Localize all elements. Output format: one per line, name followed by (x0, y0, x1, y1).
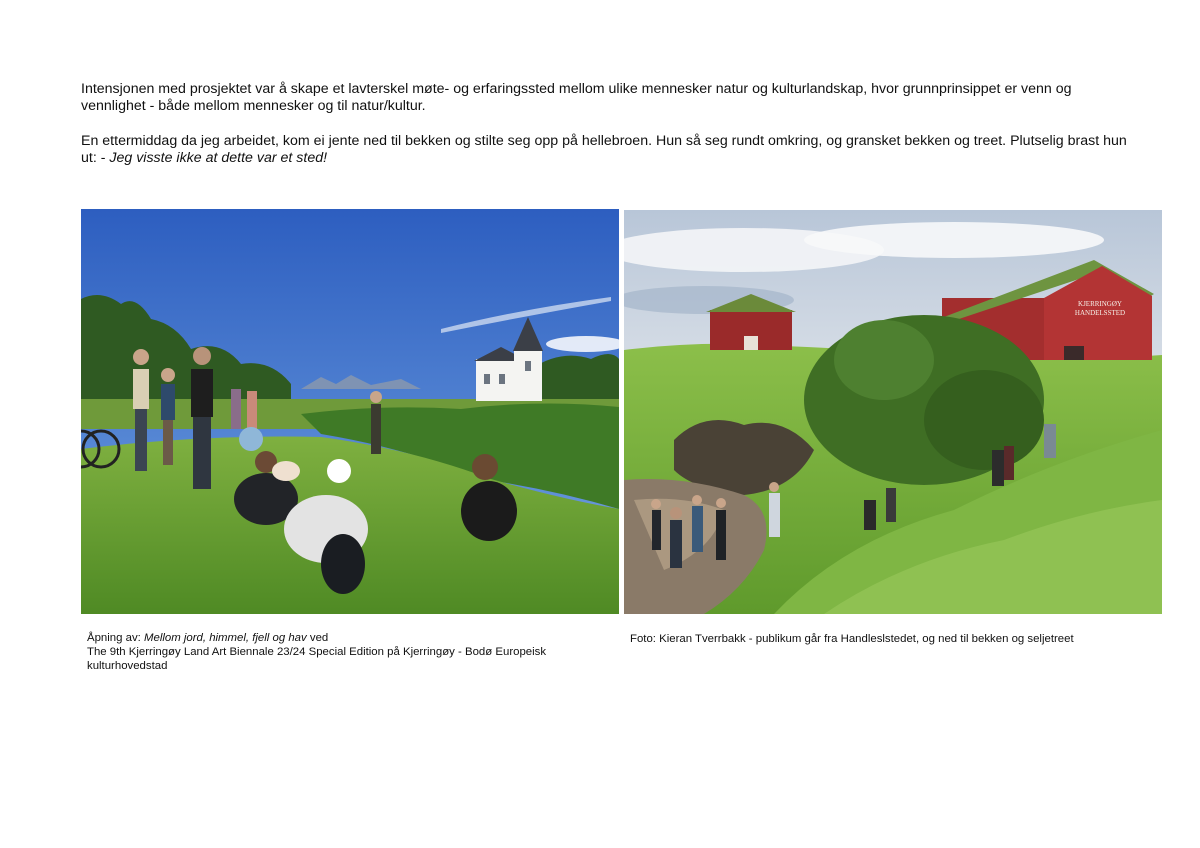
caption-left-line2: The 9th Kjerringøy Land Art Biennale 23/24 Special Edition på Kjerringøy - Bodø Europeisk (87, 646, 547, 658)
anecdote-quote: Jeg visste ikke at dette var et sted! (109, 150, 328, 166)
photo-church-gathering-image (81, 209, 619, 614)
barn-sign-line1: KJERRINGØY (1078, 300, 1122, 308)
intro-text: Intensjonen med prosjektet var å skape et lavterskel møte- og erfaringssted mellom ulike mennesker natur og kulturlandskap, hvor grunnprinsippet er venn og vennlighet - både mellom mennesker og til natur/kultur. (81, 81, 1072, 114)
photo-church-gathering (81, 209, 619, 614)
caption-right-text: Foto: Kieran Tverrbakk - publikum går fra Handleslstedet, og ned til bekken og seljetreet (630, 633, 1074, 645)
caption-left-title: Mellom jord, himmel, fjell og hav (144, 632, 307, 644)
caption-left-line3: kulturhovedstad (87, 660, 168, 672)
barn-sign-line2: HANDELSSTED (1074, 309, 1126, 317)
anecdote-paragraph (81, 133, 1131, 167)
caption-left-suffix: ved (306, 632, 329, 644)
intro-paragraph (81, 81, 1131, 115)
caption-left-prefix: Åpning av: (87, 632, 144, 644)
caption-right (630, 632, 1150, 646)
anecdote-text: En ettermiddag da jeg arbeidet, kom ei jente ned til bekken og stilte seg opp på hellebroen. Hun så seg rundt omkring, og gransket bekken og treet. Plutselig brast hun ut: - (81, 133, 1127, 166)
photo-trading-post-stream-image (624, 210, 1162, 614)
caption-left (87, 631, 607, 673)
photo-trading-post-stream (624, 210, 1162, 614)
